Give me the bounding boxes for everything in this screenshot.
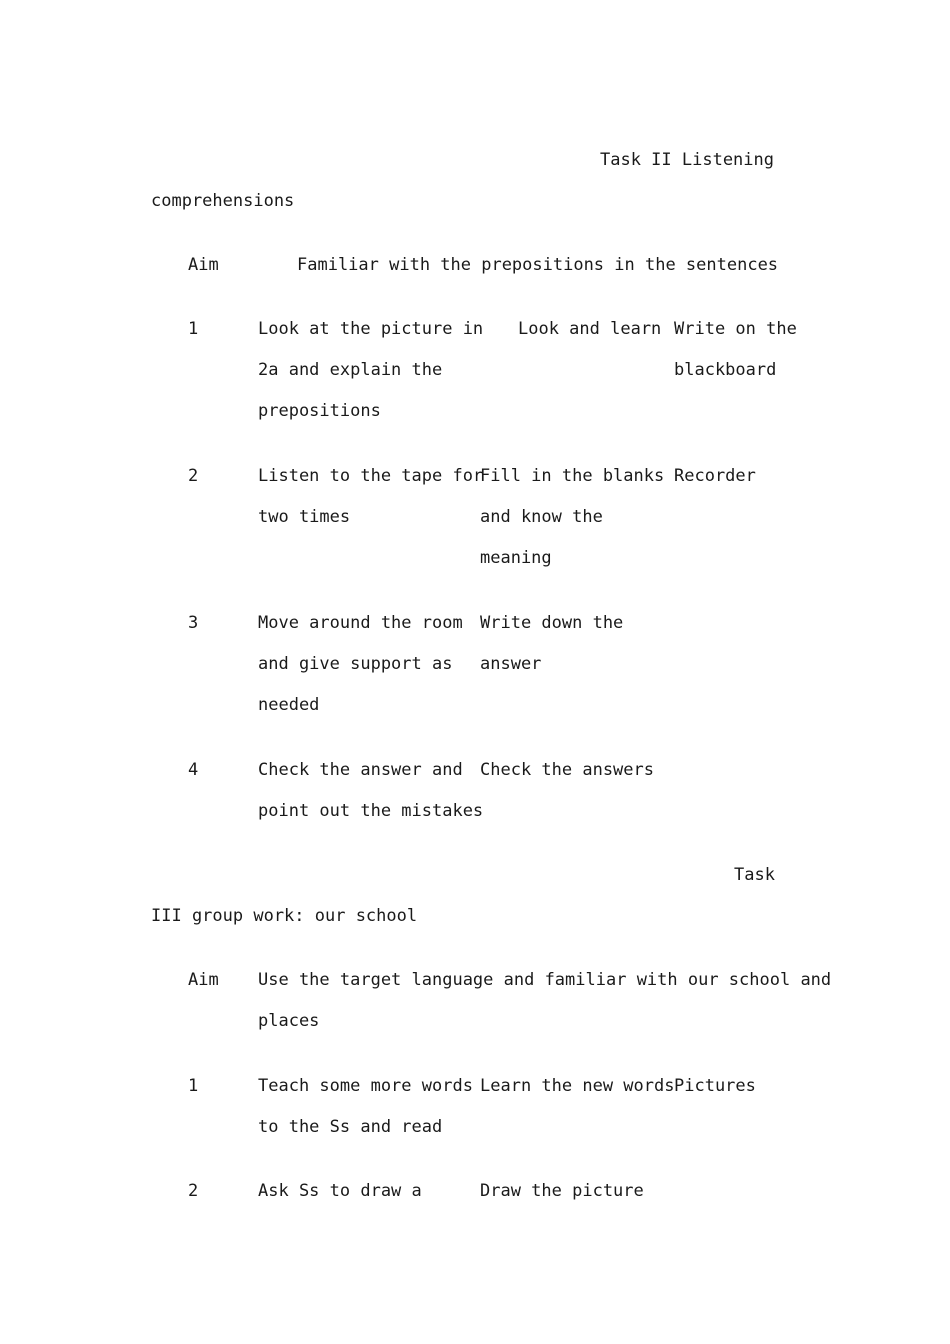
student-activity: Look and learn: [518, 319, 662, 339]
teacher-activity: Check the answer and point out the mistakes: [258, 760, 484, 821]
task3-heading: Task: [734, 865, 775, 885]
teacher-activity: Move around the room and give support as needed: [258, 613, 463, 715]
task3-heading-continued: III group work: our school: [151, 906, 418, 926]
task2-aim-text: Familiar with the prepositions in the sentences: [297, 255, 779, 275]
resource: Recorder: [674, 466, 756, 486]
student-activity: Learn the new words: [480, 1076, 675, 1096]
resource: Pictures: [674, 1076, 756, 1096]
resource: Write on the blackboard: [674, 319, 797, 380]
task2-aim-label: Aim: [188, 255, 219, 275]
task2-heading-continued: comprehensions: [151, 191, 295, 211]
step-number: 4: [188, 760, 199, 780]
step-number: 2: [188, 466, 199, 486]
teacher-activity: Ask Ss to draw a: [258, 1181, 422, 1201]
step-number: 2: [188, 1181, 199, 1201]
student-activity: Fill in the blanks and know the meaning: [480, 466, 665, 568]
step-number: 1: [188, 319, 199, 339]
student-activity: Check the answers: [480, 760, 654, 780]
task3-aim-text: Use the target language and familiar with our school and places: [258, 970, 832, 1031]
task3-aim-label: Aim: [188, 970, 219, 990]
student-activity: Draw the picture: [480, 1181, 644, 1201]
teacher-activity: Listen to the tape for two times: [258, 466, 484, 527]
student-activity: Write down the answer: [480, 613, 624, 674]
step-number: 3: [188, 613, 199, 633]
teacher-activity: Look at the picture in 2a and explain the prepositions: [258, 319, 484, 421]
teacher-activity: Teach some more words to the Ss and read: [258, 1076, 473, 1137]
task2-heading: Task II Listening: [600, 150, 774, 170]
step-number: 1: [188, 1076, 199, 1096]
